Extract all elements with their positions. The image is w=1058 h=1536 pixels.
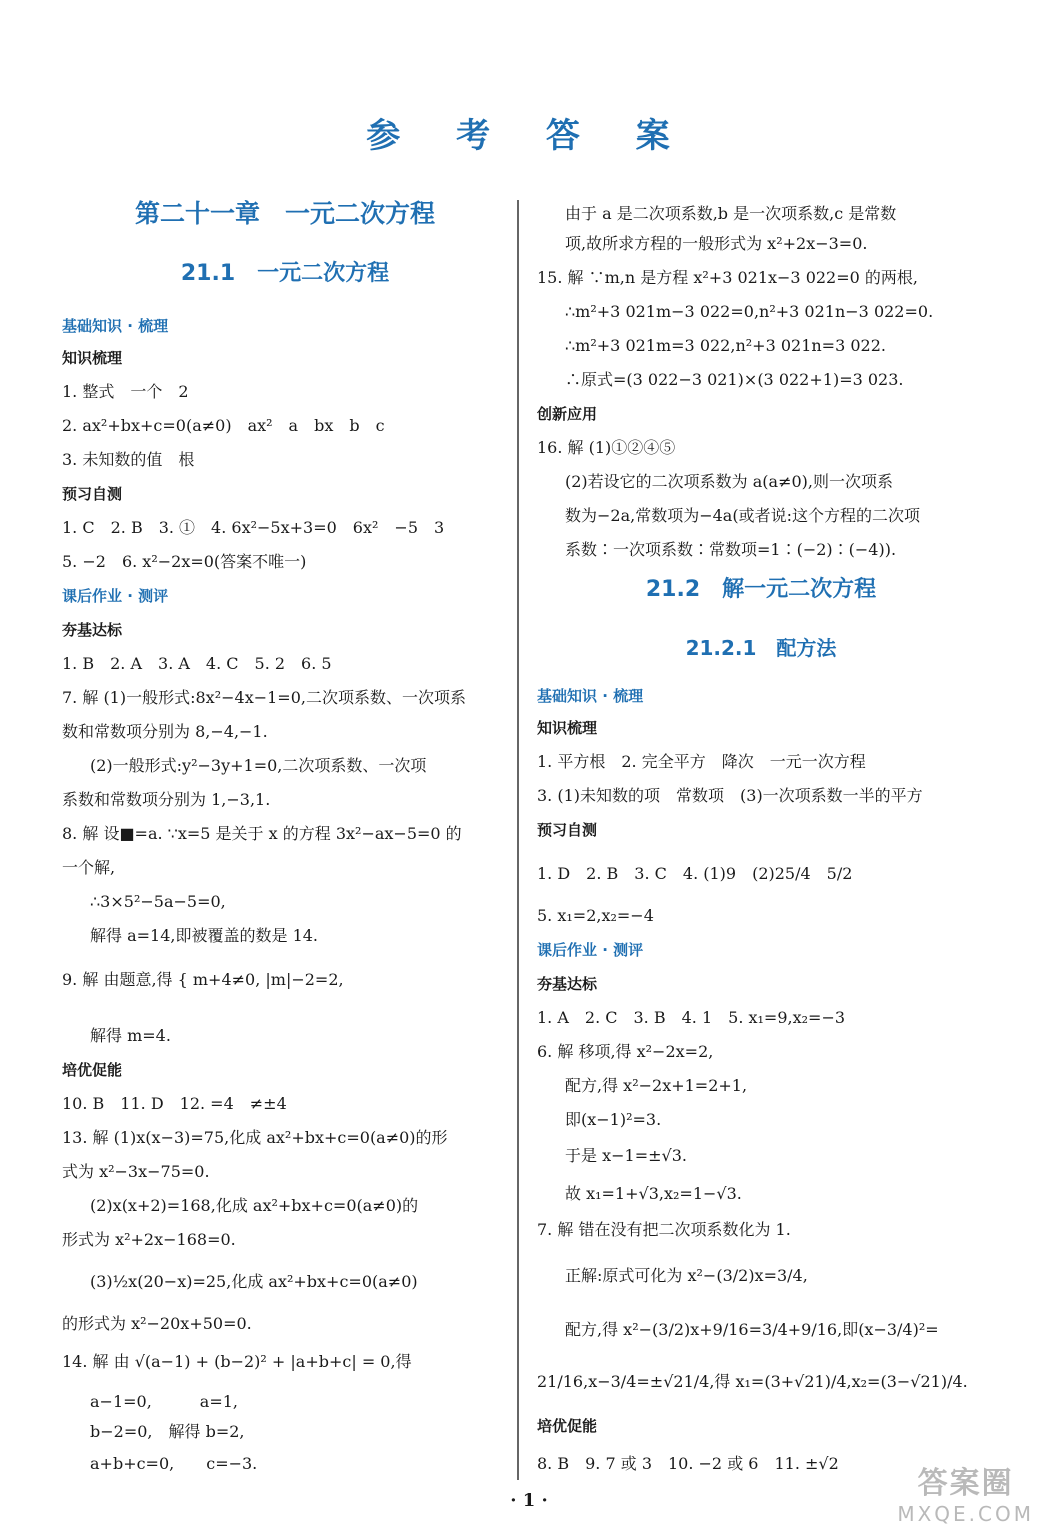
left-line: 14. 解 由 √(a−1) + (b−2)² + |a+b+c| = 0,得 — [62, 1352, 412, 1371]
right-line: 配方,得 x²−(3/2)x+9/16=3/4+9/16,即(x−3/4)²= — [565, 1320, 939, 1339]
right-line: 配方,得 x²−2x+1=2+1, — [565, 1076, 748, 1095]
right-line: 1. 平方根 2. 完全平方 降次 一元一次方程 — [537, 752, 866, 771]
right-line: 基础知识 · 梳理 — [537, 687, 644, 705]
left-line: (2)一般形式:y²−3y+1=0,二次项系数、一次项 — [90, 756, 427, 775]
watermark — [897, 1458, 1034, 1526]
left-line: 解得 m=4. — [90, 1026, 171, 1045]
left-line: 知识梳理 — [62, 349, 123, 367]
right-line: 创新应用 — [537, 405, 598, 423]
right-line: 正解:原式可化为 x²−(3/2)x=3/4, — [565, 1266, 808, 1285]
right-line: 21.2.1 配方法 — [685, 636, 837, 660]
left-line: 1. C 2. B 3. ① 4. 6x²−5x+3=0 6x² −5 3 — [62, 518, 445, 537]
left-line: 预习自测 — [62, 485, 123, 503]
right-line: 夯基达标 — [537, 975, 598, 993]
right-line: 21/16,x−3/4=±√21/4,得 x₁=(3+√21)/4,x₂=(3−√21)/4. — [537, 1372, 968, 1391]
right-line: 培优促能 — [537, 1417, 598, 1435]
left-line: 21.1 一元二次方程 — [180, 261, 390, 286]
left-line: 课后作业 · 测评 — [62, 587, 169, 605]
right-line: 16. 解 (1)①②④⑤ — [537, 438, 676, 457]
right-line: 系数∶一次项系数∶常数项=1∶(−2)∶(−4)). — [565, 540, 897, 559]
left-line: 培优促能 — [62, 1061, 123, 1079]
right-line: 于是 x−1=±√3. — [565, 1146, 687, 1165]
right-line: 15. 解 ∵m,n 是方程 x²+3 021x−3 022=0 的两根, — [537, 268, 918, 287]
left-line: 8. 解 设■=a. ∵x=5 是关于 x 的方程 3x²−ax−5=0 的 — [62, 824, 462, 843]
right-line: 1. A 2. C 3. B 4. 1 5. x₁=9,x₂=−3 — [537, 1008, 846, 1027]
left-line: a−1=0, a=1, — [90, 1392, 239, 1411]
left-line: ∴3×5²−5a−5=0, — [90, 892, 226, 911]
left-line: 1. B 2. A 3. A 4. C 5. 2 6. 5 — [62, 654, 332, 673]
left-line: 第二十一章 一元二次方程 — [134, 199, 435, 228]
right-line: 6. 解 移项,得 x²−2x=2, — [537, 1042, 714, 1061]
column-divider — [517, 200, 519, 1480]
right-line: 3. (1)未知数的项 常数项 (3)一次项系数一半的平方 — [537, 786, 923, 805]
right-line: 课后作业 · 测评 — [537, 941, 644, 959]
left-line: 7. 解 (1)一般形式:8x²−4x−1=0,二次项系数、一次项系 — [62, 688, 466, 707]
left-line: 5. −2 6. x²−2x=0(答案不唯一) — [62, 552, 307, 571]
left-line: 3. 未知数的值 根 — [62, 450, 195, 469]
right-line: 8. B 9. 7 或 3 10. −2 或 6 11. ±√2 — [537, 1454, 839, 1473]
right-line: 1. D 2. B 3. C 4. (1)9 (2)25/4 5/2 — [537, 864, 853, 883]
right-line: 项,故所求方程的一般形式为 x²+2x−3=0. — [565, 234, 868, 253]
left-line: a+b+c=0, c=−3. — [90, 1454, 258, 1473]
left-line: 形式为 x²+2x−168=0. — [62, 1230, 236, 1249]
left-line: (2)x(x+2)=168,化成 ax²+bx+c=0(a≠0)的 — [90, 1196, 419, 1215]
left-line: 10. B 11. D 12. =4 ≠±4 — [62, 1094, 287, 1113]
page-title: 参 考 答 案 — [366, 116, 692, 156]
watermark-url: MXQE.COM — [897, 1502, 1034, 1526]
left-line: 9. 解 由题意,得 { m+4≠0, |m|−2=2, — [62, 970, 344, 989]
right-line: 预习自测 — [537, 821, 598, 839]
right-line: ∴m²+3 021m−3 022=0,n²+3 021n−3 022=0. — [565, 302, 934, 321]
left-line: 基础知识 · 梳理 — [62, 317, 169, 335]
right-line: 5. x₁=2,x₂=−4 — [537, 906, 654, 925]
left-line: 系数和常数项分别为 1,−3,1. — [62, 790, 271, 809]
right-line: ∴m²+3 021m=3 022,n²+3 021n=3 022. — [565, 336, 886, 355]
left-line: 的形式为 x²−20x+50=0. — [62, 1314, 252, 1333]
left-line: 夯基达标 — [62, 621, 123, 639]
right-line: 21.2 解一元二次方程 — [645, 577, 877, 602]
left-line: 1. 整式 一个 2 — [62, 382, 189, 401]
right-line: ∴原式=(3 022−3 021)×(3 022+1)=3 023. — [565, 370, 904, 389]
left-line: 数和常数项分别为 8,−4,−1. — [62, 722, 268, 741]
watermark-logo: 答案圈 — [917, 1466, 1014, 1501]
right-line: 知识梳理 — [537, 719, 598, 737]
right-line: 即(x−1)²=3. — [565, 1110, 662, 1129]
left-line: 式为 x²−3x−75=0. — [62, 1162, 210, 1181]
left-line: (3)½x(20−x)=25,化成 ax²+bx+c=0(a≠0) — [90, 1272, 418, 1291]
left-line: b−2=0, 解得 b=2, — [90, 1422, 245, 1441]
right-line: (2)若设它的二次项系数为 a(a≠0),则一次项系 — [565, 472, 893, 491]
right-line: 数为−2a,常数项为−4a(或者说:这个方程的二次项 — [565, 506, 920, 525]
left-line: 一个解, — [62, 858, 116, 877]
right-line: 7. 解 错在没有把二次项系数化为 1. — [537, 1220, 791, 1239]
left-line: 2. ax²+bx+c=0(a≠0) ax² a bx b c — [62, 416, 385, 435]
right-line: 由于 a 是二次项系数,b 是一次项系数,c 是常数 — [565, 204, 897, 223]
left-line: 解得 a=14,即被覆盖的数是 14. — [90, 926, 319, 945]
page-number: · 1 · — [510, 1490, 548, 1511]
left-line: 13. 解 (1)x(x−3)=75,化成 ax²+bx+c=0(a≠0)的形 — [62, 1128, 448, 1147]
right-line: 故 x₁=1+√3,x₂=1−√3. — [565, 1184, 742, 1203]
